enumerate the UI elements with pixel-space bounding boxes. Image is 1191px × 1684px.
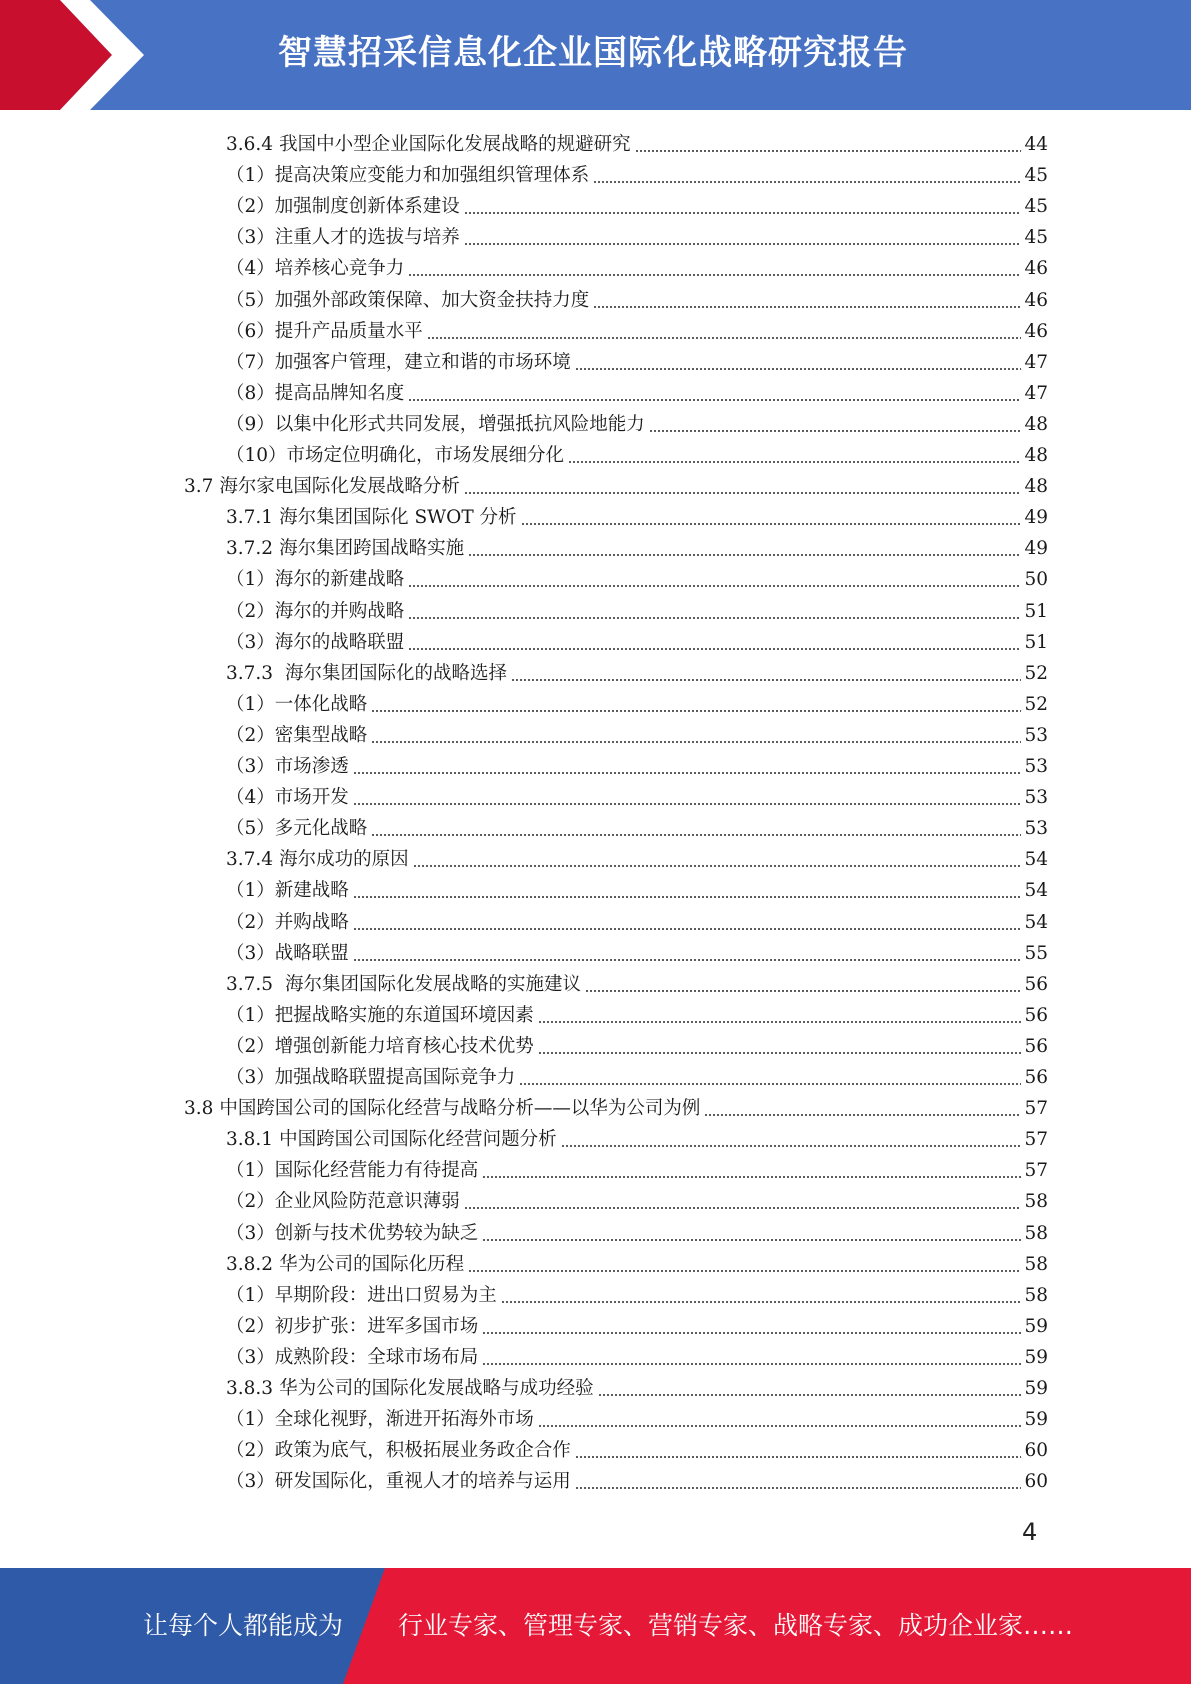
toc-entry-page: 59 xyxy=(1024,1378,1048,1399)
toc-entry-number: （2） xyxy=(226,1316,275,1337)
toc-entry-number: （2） xyxy=(226,1440,275,1461)
toc-entry-title: 海尔的战略联盟 xyxy=(274,632,405,653)
toc-entry-page: 60 xyxy=(1024,1471,1048,1492)
toc-entry-number: 3.7.5 xyxy=(226,974,274,995)
toc-dot-leader xyxy=(464,492,1022,494)
toc-entry[interactable] xyxy=(226,844,1048,875)
toc-entry[interactable] xyxy=(226,1466,1048,1497)
toc-entry-page: 50 xyxy=(1024,569,1048,590)
toc-entry-page: 46 xyxy=(1024,290,1048,311)
toc-entry[interactable] xyxy=(226,1435,1048,1466)
toc-entry-page: 51 xyxy=(1024,601,1048,622)
toc-entry-page: 58 xyxy=(1024,1285,1048,1306)
toc-entry-title: 多元化战略 xyxy=(274,818,368,839)
toc-entry-number: （3） xyxy=(226,632,275,653)
toc-entry-number: 3.7.2 xyxy=(226,538,274,559)
toc-dot-leader xyxy=(408,274,1021,276)
toc-entry-number: 3.7.1 xyxy=(226,507,274,528)
toc-dot-leader xyxy=(568,461,1021,463)
toc-dot-leader xyxy=(408,585,1021,587)
toc-dot-leader xyxy=(501,1301,1022,1303)
toc-entry-page: 45 xyxy=(1024,165,1048,186)
toc-dot-leader xyxy=(464,212,1022,214)
toc-entry-page: 53 xyxy=(1024,787,1048,808)
toc-entry-number: （3） xyxy=(226,943,275,964)
toc-entry-page: 60 xyxy=(1024,1440,1048,1461)
toc-dot-leader xyxy=(468,554,1021,556)
toc-dot-leader xyxy=(353,928,1022,930)
toc-entry[interactable] xyxy=(226,720,1048,751)
toc-dot-leader xyxy=(468,1270,1021,1272)
toc-entry-number: （3） xyxy=(226,756,275,777)
toc-entry-number: （2） xyxy=(226,912,275,933)
toc-entry-page: 47 xyxy=(1024,352,1048,373)
toc-entry[interactable] xyxy=(226,1062,1048,1093)
page-number: 4 xyxy=(1022,1518,1038,1546)
toc-entry-page: 56 xyxy=(1024,1067,1048,1088)
toc-dot-leader xyxy=(575,368,1022,370)
toc-entry-title: 提高品牌知名度 xyxy=(274,383,405,404)
toc-entry-title: 华为公司的国际化历程 xyxy=(279,1254,465,1275)
toc-entry[interactable] xyxy=(226,1124,1048,1155)
toc-entry-title: 中国跨国公司的国际化经营与战略分析——以华为公司为例 xyxy=(219,1098,701,1119)
toc-entry-title: 战略联盟 xyxy=(274,943,349,964)
toc-dot-leader xyxy=(371,710,1021,712)
toc-entry[interactable] xyxy=(226,533,1048,564)
toc-entry-number: （6） xyxy=(226,321,275,342)
toc-dot-leader xyxy=(511,679,1021,681)
toc-entry-number: 3.8 xyxy=(184,1098,214,1119)
header-chevron-decoration xyxy=(0,0,160,110)
toc-entry-number: 3.8.3 xyxy=(226,1378,274,1399)
toc-entry-number: （10） xyxy=(226,445,287,466)
toc-entry-title: 加强制度创新体系建设 xyxy=(274,196,460,217)
toc-entry-number: （2） xyxy=(226,196,275,217)
toc-entry-title: 政策为底气，积极拓展业务政企合作 xyxy=(274,1440,571,1461)
toc-dot-leader xyxy=(593,181,1021,183)
toc-entry-page: 53 xyxy=(1024,818,1048,839)
toc-dot-leader xyxy=(371,834,1021,836)
toc-entry-number: （3） xyxy=(226,227,275,248)
toc-entry-number: 3.8.1 xyxy=(226,1129,274,1150)
toc-entry[interactable] xyxy=(226,1280,1048,1311)
toc-entry-page: 54 xyxy=(1024,880,1048,901)
toc-entry-page: 45 xyxy=(1024,227,1048,248)
toc-entry-title: 初步扩张：进军多国市场 xyxy=(274,1316,479,1337)
toc-entry[interactable] xyxy=(226,191,1048,222)
toc-dot-leader xyxy=(353,896,1022,898)
toc-entry-title: 市场渗透 xyxy=(274,756,349,777)
toc-entry-title: 创新与技术优势较为缺乏 xyxy=(274,1223,479,1244)
toc-entry-page: 46 xyxy=(1024,321,1048,342)
toc-entry-title: 把握战略实施的东道国环境因素 xyxy=(274,1005,534,1026)
toc-entry[interactable] xyxy=(226,1373,1048,1404)
toc-dot-leader xyxy=(353,959,1022,961)
toc-entry[interactable] xyxy=(226,1218,1048,1249)
toc-entry-page: 53 xyxy=(1024,756,1048,777)
toc-entry[interactable] xyxy=(226,285,1048,316)
toc-entry-page: 57 xyxy=(1024,1129,1048,1150)
toc-entry-number: （4） xyxy=(226,258,275,279)
toc-entry-page: 59 xyxy=(1024,1409,1048,1430)
toc-entry[interactable] xyxy=(226,1342,1048,1373)
toc-entry-number: （4） xyxy=(226,787,275,808)
toc-entry-title: 并购战略 xyxy=(274,912,349,933)
toc-dot-leader xyxy=(408,617,1021,619)
toc-entry-title: 以集中化形式共同发展，增强抵抗风险地能力 xyxy=(274,414,645,435)
toc-entry-title: 提高决策应变能力和加强组织管理体系 xyxy=(274,165,590,186)
toc-entry-title: 成熟阶段：全球市场布局 xyxy=(274,1347,479,1368)
toc-entry-title: 市场开发 xyxy=(274,787,349,808)
toc-entry-title: 提升产品质量水平 xyxy=(274,321,423,342)
toc-entry-number: 3.7 xyxy=(184,476,214,497)
toc-entry-page: 58 xyxy=(1024,1254,1048,1275)
toc-entry[interactable] xyxy=(226,440,1048,471)
toc-entry-number: （9） xyxy=(226,414,275,435)
toc-dot-leader xyxy=(649,430,1022,432)
toc-entry-title: 研发国际化，重视人才的培养与运用 xyxy=(274,1471,571,1492)
toc-entry-page: 48 xyxy=(1024,414,1048,435)
toc-entry-title: 中国跨国公司国际化经营问题分析 xyxy=(279,1129,557,1150)
footer-slogan-right: 行业专家、管理专家、营销专家、战略专家、成功企业家…… xyxy=(398,1611,1074,1640)
toc-entry-title: 海尔的并购战略 xyxy=(274,601,405,622)
toc-entry[interactable] xyxy=(226,316,1048,347)
toc-entry-number: （5） xyxy=(226,290,275,311)
toc-entry-page: 57 xyxy=(1024,1160,1048,1181)
toc-entry-page: 54 xyxy=(1024,849,1048,870)
toc-entry-number: （3） xyxy=(226,1471,275,1492)
toc-entry[interactable] xyxy=(226,1000,1048,1031)
toc-entry-title: 国际化经营能力有待提高 xyxy=(274,1160,479,1181)
toc-entry-title: 培养核心竞争力 xyxy=(274,258,405,279)
toc-dot-leader xyxy=(482,1239,1021,1241)
toc-entry[interactable] xyxy=(226,1155,1048,1186)
toc-entry-page: 55 xyxy=(1024,943,1048,964)
toc-entry-page: 46 xyxy=(1024,258,1048,279)
toc-entry[interactable] xyxy=(226,502,1048,533)
toc-entry-page: 47 xyxy=(1024,383,1048,404)
toc-entry-number: 3.7.3 xyxy=(226,663,274,684)
toc-entry-number: （3） xyxy=(226,1223,275,1244)
toc-dot-leader xyxy=(408,648,1021,650)
toc-entry-number: （1） xyxy=(226,1160,275,1181)
toc-entry[interactable] xyxy=(226,1186,1048,1217)
toc-dot-leader xyxy=(353,803,1022,805)
toc-dot-leader xyxy=(585,990,1021,992)
toc-entry[interactable] xyxy=(226,347,1048,378)
toc-entry[interactable] xyxy=(226,907,1048,938)
toc-entry[interactable] xyxy=(226,1404,1048,1435)
toc-entry-page: 49 xyxy=(1024,507,1048,528)
toc-entry-title: 新建战略 xyxy=(274,880,349,901)
toc-dot-leader xyxy=(538,1052,1022,1054)
toc-dot-leader xyxy=(575,1487,1022,1489)
toc-entry-page: 52 xyxy=(1024,663,1048,684)
toc-entry[interactable] xyxy=(226,969,1048,1000)
toc-dot-leader xyxy=(598,1394,1022,1396)
toc-entry-page: 54 xyxy=(1024,912,1048,933)
toc-entry-title: 加强外部政策保障、加大资金扶持力度 xyxy=(274,290,590,311)
toc-entry-number: （3） xyxy=(226,1347,275,1368)
toc-entry-number: 3.7.4 xyxy=(226,849,274,870)
toc-entry[interactable] xyxy=(226,751,1048,782)
toc-dot-leader xyxy=(482,1332,1021,1334)
toc-dot-leader xyxy=(521,523,1022,525)
page-header xyxy=(0,0,1191,110)
toc-entry-title: 海尔集团国际化 SWOT 分析 xyxy=(279,507,517,528)
toc-entry[interactable] xyxy=(226,782,1048,813)
toc-dot-leader xyxy=(464,243,1022,245)
toc-entry-page: 44 xyxy=(1024,134,1048,155)
toc-entry-page: 49 xyxy=(1024,538,1048,559)
toc-entry-number: （1） xyxy=(226,569,275,590)
toc-entry-title: 海尔集团国际化的战略选择 xyxy=(279,663,507,684)
toc-entry-title: 华为公司的国际化发展战略与成功经验 xyxy=(279,1378,594,1399)
toc-dot-leader xyxy=(427,337,1022,339)
toc-dot-leader xyxy=(482,1363,1021,1365)
page-footer xyxy=(0,1568,1191,1684)
toc-entry-page: 56 xyxy=(1024,1036,1048,1057)
toc-entry-title: 密集型战略 xyxy=(274,725,368,746)
footer-slogan-left: 让每个人都能成为 xyxy=(143,1611,344,1640)
toc-dot-leader xyxy=(538,1021,1022,1023)
toc-entry-title: 市场定位明确化，市场发展细分化 xyxy=(286,445,565,466)
toc-dot-leader xyxy=(371,741,1021,743)
toc-entry-page: 48 xyxy=(1024,476,1048,497)
toc-entry[interactable] xyxy=(184,471,1048,502)
toc-entry-page: 56 xyxy=(1024,974,1048,995)
toc-dot-leader xyxy=(593,306,1021,308)
toc-entry[interactable] xyxy=(226,689,1048,720)
toc-entry[interactable] xyxy=(226,409,1048,440)
toc-entry-title: 企业风险防范意识薄弱 xyxy=(274,1191,460,1212)
toc-entry-number: （1） xyxy=(226,1409,275,1430)
toc-entry-page: 45 xyxy=(1024,196,1048,217)
toc-entry-number: （1） xyxy=(226,694,275,715)
toc-entry-title: 海尔的新建战略 xyxy=(274,569,405,590)
toc-entry[interactable] xyxy=(226,813,1048,844)
toc-entry-page: 52 xyxy=(1024,694,1048,715)
toc-entry-number: （1） xyxy=(226,1005,275,1026)
toc-dot-leader xyxy=(464,1207,1022,1209)
toc-entry-title: 我国中小型企业国际化发展战略的规避研究 xyxy=(279,134,631,155)
toc-entry-number: （2） xyxy=(226,725,275,746)
toc-entry[interactable] xyxy=(226,160,1048,191)
toc-entry-number: （3） xyxy=(226,1067,275,1088)
toc-entry-page: 51 xyxy=(1024,632,1048,653)
toc-entry-page: 56 xyxy=(1024,1005,1048,1026)
toc-entry-page: 59 xyxy=(1024,1316,1048,1337)
toc-dot-leader xyxy=(353,772,1022,774)
toc-dot-leader xyxy=(408,399,1021,401)
toc-entry-title: 加强客户管理，建立和谐的市场环境 xyxy=(274,352,571,373)
toc-entry-title: 加强战略联盟提高国际竞争力 xyxy=(274,1067,516,1088)
toc-entry[interactable] xyxy=(226,627,1048,658)
toc-entry-number: （2） xyxy=(226,1036,275,1057)
toc-entry[interactable] xyxy=(226,222,1048,253)
document-title: 智慧招采信息化企业国际化战略研究报告 xyxy=(278,33,908,73)
toc-entry[interactable] xyxy=(226,1311,1048,1342)
toc-entry-title: 海尔成功的原因 xyxy=(279,849,409,870)
toc-dot-leader xyxy=(575,1456,1022,1458)
toc-entry[interactable] xyxy=(226,596,1048,627)
toc-entry-title: 注重人才的选拔与培养 xyxy=(274,227,460,248)
toc-entry-number: （1） xyxy=(226,1285,275,1306)
toc-entry-number: 3.8.2 xyxy=(226,1254,274,1275)
toc-dot-leader xyxy=(538,1425,1022,1427)
toc-entry-title: 海尔集团国际化发展战略的实施建议 xyxy=(279,974,581,995)
toc-entry[interactable] xyxy=(226,564,1048,595)
toc-entry-page: 59 xyxy=(1024,1347,1048,1368)
toc-entry-number: 3.6.4 xyxy=(226,134,274,155)
toc-entry-number: （1） xyxy=(226,165,275,186)
toc-entry-page: 48 xyxy=(1024,445,1048,466)
toc-entry[interactable] xyxy=(226,1031,1048,1062)
toc-dot-leader xyxy=(519,1083,1021,1085)
toc-entry-title: 早期阶段：进出口贸易为主 xyxy=(274,1285,497,1306)
toc-entry-number: （5） xyxy=(226,818,275,839)
toc-entry-title: 海尔家电国际化发展战略分析 xyxy=(219,476,460,497)
toc-entry-number: （1） xyxy=(226,880,275,901)
toc-entry-title: 全球化视野，渐进开拓海外市场 xyxy=(274,1409,534,1430)
toc-entry-page: 58 xyxy=(1024,1223,1048,1244)
toc-entry-title: 一体化战略 xyxy=(274,694,368,715)
toc-entry-page: 57 xyxy=(1024,1098,1048,1119)
toc-entry[interactable] xyxy=(226,875,1048,906)
toc-entry-title: 增强创新能力培育核心技术优势 xyxy=(274,1036,534,1057)
toc-entry-number: （7） xyxy=(226,352,275,373)
toc-entry-number: （8） xyxy=(226,383,275,404)
toc-dot-leader xyxy=(635,150,1022,152)
toc-entry[interactable] xyxy=(226,253,1048,284)
toc-entry-page: 53 xyxy=(1024,725,1048,746)
toc-entry[interactable] xyxy=(226,658,1048,689)
toc-dot-leader xyxy=(704,1114,1021,1116)
toc-entry-number: （2） xyxy=(226,1191,275,1212)
toc-entry[interactable] xyxy=(226,129,1048,160)
toc-entry[interactable] xyxy=(184,1093,1048,1124)
toc-entry[interactable] xyxy=(226,1249,1048,1280)
toc-entry[interactable] xyxy=(226,938,1048,969)
toc-entry[interactable] xyxy=(226,378,1048,409)
toc-dot-leader xyxy=(561,1145,1022,1147)
toc-dot-leader xyxy=(482,1176,1021,1178)
toc-dot-leader xyxy=(413,865,1022,867)
toc-entry-title: 海尔集团跨国战略实施 xyxy=(279,538,465,559)
toc-entry-page: 58 xyxy=(1024,1191,1048,1212)
toc-entry-number: （2） xyxy=(226,601,275,622)
